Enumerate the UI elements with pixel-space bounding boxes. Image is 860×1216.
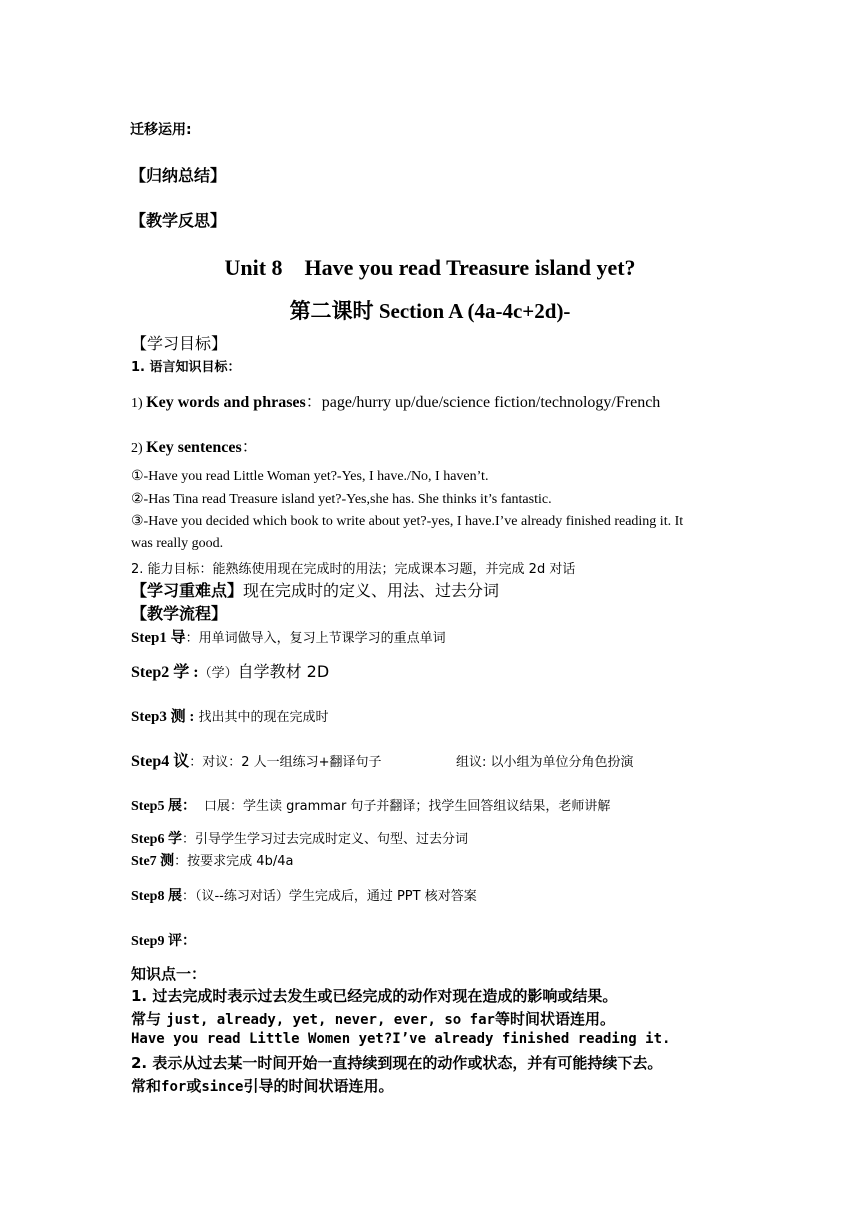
reflection-heading: 【教学反思】 [130,211,227,230]
knowledge-point-2: 2. 表示从过去某一时间开始一直持续到现在的动作或状态，并有可能持续下去。 [131,1054,663,1072]
objective-1: 1. 语言知识目标： [131,360,241,375]
step-7-text: ：按要求完成 4b/4a [174,854,294,869]
step-8-text: ：（议--练习对话）学生完成后，通过 PPT 核对答案 [181,889,477,904]
step-2-text: （学） [198,666,238,681]
usage-words: just, already, yet, never, ever, so far [166,1012,495,1028]
key-words-line [131,389,660,412]
unit-title: Unit 8 Have you read Treasure island yet? [224,255,636,280]
key-points-text: 现在完成时的定义、用法、过去分词 [243,581,500,600]
step-9-label: Step9 评： [131,934,196,949]
step-5-label: Step5 展： [131,799,196,814]
process-heading: 【教学流程】 [131,604,228,623]
step-7 [131,850,293,870]
objective-2-text: ：能熟练使用现在完成时的用法；完成课本习题，并完成 2d 对话 [199,562,576,577]
key-words-text: ：page/hurry up/due/science fiction/technology/French [305,394,661,411]
step-4-label: Step4 议 [131,753,190,770]
usage2-or: 或 [186,1077,202,1095]
objectives-heading: 【学习目标】 [131,334,228,353]
step-8-label: Step8 展 [131,889,182,904]
key-sentences-line [131,434,258,457]
lesson-title-cn: 第二课时 [289,299,374,323]
knowledge-usage [131,1008,615,1029]
key-words-label: Key words and phrases [146,394,306,411]
step-7-label: Ste7 测 [131,854,175,869]
usage-suffix: 等时间状语连用。 [494,1010,615,1028]
usage2-for: for [161,1079,187,1095]
step-1-label: Step1 导 [131,630,186,646]
key-sentences-label: Key sentences [146,439,242,456]
step-3 [131,705,328,726]
step-2-label: Step2 学 : [131,664,199,681]
objective-2-label: 2. 能力目标 [131,562,200,577]
key-points-heading: 【学习重难点】 [131,581,244,600]
knowledge-point-1: 1. 过去完成时表示过去发生或已经完成的动作对现在造成的影响或结果。 [131,987,618,1005]
transfer-heading: 迁移运用: [130,122,192,138]
step-8 [131,885,477,905]
usage2-since: since [201,1079,244,1095]
step-9 [131,930,196,950]
step-6 [131,828,468,848]
usage2-prefix: 常和 [131,1077,162,1095]
step-4-text2: 组议: 以小组为单位分角色扮演 [456,755,634,770]
step-3-text: 找出其中的现在完成时 [194,710,329,725]
step-4 [131,748,382,771]
sentence-1: ①-Have you read Little Woman yet?-Yes, I have./No, I haven’t. [131,469,489,484]
usage-prefix: 常与 [131,1010,167,1028]
usage2-suffix: 引导的时间状语连用。 [243,1077,394,1095]
knowledge-example: Have you read Little Women yet?I’ve already finished reading it. [131,1031,671,1047]
step-3-label: Step3 测 : [131,709,195,725]
step-6-text: ：引导学生学习过去完成时定义、句型、过去分词 [181,832,468,847]
key-sentences-colon: ： [241,439,258,456]
knowledge-heading: 知识点一： [131,965,207,983]
key-sentences-num: 2) [131,441,147,456]
step-4-text: ：对议：2 人一组练习+翻译句子 [189,755,382,770]
key-words-num: 1) [131,396,147,411]
sentence-3a: ③-Have you decided which book to write about yet?-yes, I have.I’ve already finished reading it. It [131,514,684,529]
step-5 [131,795,610,815]
step-5-text: 口展：学生读 grammar 句子并翻译；找学生回答组议结果，老师讲解 [203,799,611,814]
step-2-text2: 自学教材 2D [237,662,330,681]
lesson-title [0,295,860,325]
knowledge-usage-2 [131,1075,394,1096]
step-6-label: Step6 学 [131,832,182,847]
objective-2 [131,558,575,577]
key-points-line [131,578,499,601]
sentence-3b: was really good. [131,536,224,551]
step-2 [131,659,329,682]
summary-heading: 【归纳总结】 [130,166,227,185]
step-1-text: ：用单词做导入，复习上节课学习的重点单词 [185,631,446,646]
sentence-2: ②-Has Tina read Treasure island yet?-Yes,she has. She thinks it’s fantastic. [131,492,552,507]
lesson-title-en: Section A (4a-4c+2d)- [378,299,571,323]
step-1 [131,626,446,647]
